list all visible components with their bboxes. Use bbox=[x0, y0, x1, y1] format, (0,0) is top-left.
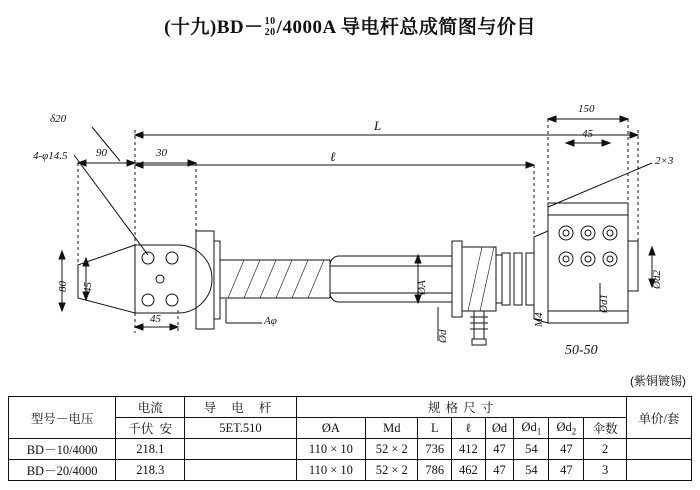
cell-phid2: 47 bbox=[549, 460, 584, 481]
cell-umbrella: 3 bbox=[584, 460, 626, 481]
bolt-hole bbox=[142, 294, 154, 306]
header-L: L bbox=[418, 418, 452, 439]
bolt-hole bbox=[166, 252, 178, 264]
left-plate bbox=[78, 245, 135, 313]
fin bbox=[514, 253, 522, 305]
cell-price bbox=[626, 460, 691, 481]
label-dim-80: 80 bbox=[57, 281, 69, 292]
mid-collar bbox=[496, 255, 502, 303]
label-dim-phid: Ød bbox=[437, 329, 449, 343]
header-l: ℓ bbox=[452, 418, 486, 439]
leader-2x3 bbox=[548, 163, 652, 207]
cell-l: 412 bbox=[452, 439, 486, 460]
mid-washer bbox=[452, 241, 462, 317]
header-phiA: ØA bbox=[296, 418, 365, 439]
cell-model: BD－10/4000 bbox=[9, 439, 116, 460]
label-dim-phid1: Ød1 bbox=[598, 294, 610, 313]
header-phid1: $Ød_1$ bbox=[514, 418, 549, 439]
cell-Md: 52 × 2 bbox=[366, 439, 418, 460]
label-dim-150: 150 bbox=[578, 103, 595, 115]
header-Md: Md bbox=[366, 418, 418, 439]
title-fraction bbox=[265, 17, 276, 38]
label-dim-45-bottom: 45 bbox=[150, 313, 161, 325]
header-phid2: $Ød_2$ bbox=[549, 418, 584, 439]
fin bbox=[526, 253, 534, 305]
label-dim-2x3: 2×3 bbox=[655, 155, 674, 167]
header-amp: 安 bbox=[159, 422, 173, 436]
label-bolt-holes: 4-φ14.5 bbox=[33, 150, 68, 162]
cell-phid: 47 bbox=[485, 460, 514, 481]
cell-phiA: 110 × 10 bbox=[296, 439, 365, 460]
cell-phid1: 54 bbox=[514, 439, 549, 460]
table-row bbox=[9, 439, 692, 460]
label-M4: M4 bbox=[533, 312, 545, 327]
header-kv: 千伏 bbox=[128, 422, 154, 436]
mid-block bbox=[462, 247, 496, 311]
end-cap bbox=[628, 241, 638, 291]
cell-code bbox=[185, 460, 296, 481]
stem-nut bbox=[472, 339, 486, 345]
cell-current: 218.1 bbox=[116, 439, 185, 460]
header-umbrella: 伞数 bbox=[584, 418, 626, 439]
spec-table bbox=[8, 396, 692, 481]
terminal-bolts bbox=[559, 226, 617, 266]
cell-model: BD－20/4000 bbox=[9, 460, 116, 481]
cell-phid2: 47 bbox=[549, 439, 584, 460]
flange-block-lip bbox=[214, 241, 220, 319]
cell-l: 462 bbox=[452, 460, 486, 481]
drawing-svg bbox=[0, 55, 700, 375]
header-current: 电流 bbox=[116, 397, 185, 418]
title-prefix: (十九)BD－ bbox=[164, 17, 264, 38]
bolt-hole bbox=[166, 294, 178, 306]
header-phid: Ød bbox=[485, 418, 514, 439]
rod-body-mid bbox=[330, 256, 452, 302]
cell-phid: 47 bbox=[485, 439, 514, 460]
header-model-voltage: 型号－电压 bbox=[9, 397, 116, 439]
header-unit-price: 单价/套 bbox=[626, 397, 691, 439]
label-dim-90: 90 bbox=[96, 147, 107, 159]
title-suffix: /4000A 导电杆总成简图与价目 bbox=[276, 17, 536, 38]
cell-L: 736 bbox=[418, 439, 452, 460]
flange-block bbox=[196, 231, 214, 329]
material-note: (紫铜镀锡) bbox=[630, 374, 686, 388]
threaded-stem bbox=[474, 311, 484, 339]
center-bore bbox=[156, 275, 164, 283]
cell-price bbox=[626, 439, 691, 460]
cell-phid1: 54 bbox=[514, 460, 549, 481]
label-dim-l: ℓ bbox=[330, 149, 336, 164]
label-dim-45-right: 45 bbox=[582, 128, 593, 140]
fin bbox=[502, 253, 510, 305]
label-bolt-note: 50-50 bbox=[565, 343, 598, 358]
header-conductor-rod: 导 电 杆 bbox=[185, 397, 296, 418]
label-A-phi: Aφ bbox=[264, 315, 277, 327]
table-header-row-1 bbox=[9, 397, 692, 418]
cell-code bbox=[185, 439, 296, 460]
label-dim-L: L bbox=[374, 118, 382, 133]
page-title bbox=[0, 12, 700, 39]
header-code: 5ET.510 bbox=[185, 418, 296, 439]
label-dim-30: 30 bbox=[156, 147, 167, 159]
title-fraction-numerator: 10 bbox=[264, 16, 276, 28]
assembly-drawing bbox=[0, 55, 700, 375]
flange-outline bbox=[135, 245, 212, 313]
label-dim-45-left: 45 bbox=[82, 282, 94, 293]
label-dim-phiA: ØA bbox=[416, 280, 428, 295]
cell-current: 218.3 bbox=[116, 460, 185, 481]
label-dim-phid2: Ød2 bbox=[651, 270, 663, 289]
rod-body-left bbox=[220, 260, 330, 298]
cell-Md: 52 × 2 bbox=[366, 460, 418, 481]
bolt-hole bbox=[142, 252, 154, 264]
cell-L: 786 bbox=[418, 460, 452, 481]
header-spec-size: 规 格 尺 寸 bbox=[296, 397, 626, 418]
cell-phiA: 110 × 10 bbox=[296, 460, 365, 481]
terminal-wedge bbox=[534, 231, 548, 323]
cell-umbrella: 2 bbox=[584, 439, 626, 460]
leader-holes bbox=[74, 155, 148, 255]
label-delta20: δ20 bbox=[50, 113, 67, 125]
title-fraction-denominator: 20 bbox=[264, 26, 276, 38]
header-kv-amp bbox=[116, 418, 185, 439]
table-row bbox=[9, 460, 692, 481]
